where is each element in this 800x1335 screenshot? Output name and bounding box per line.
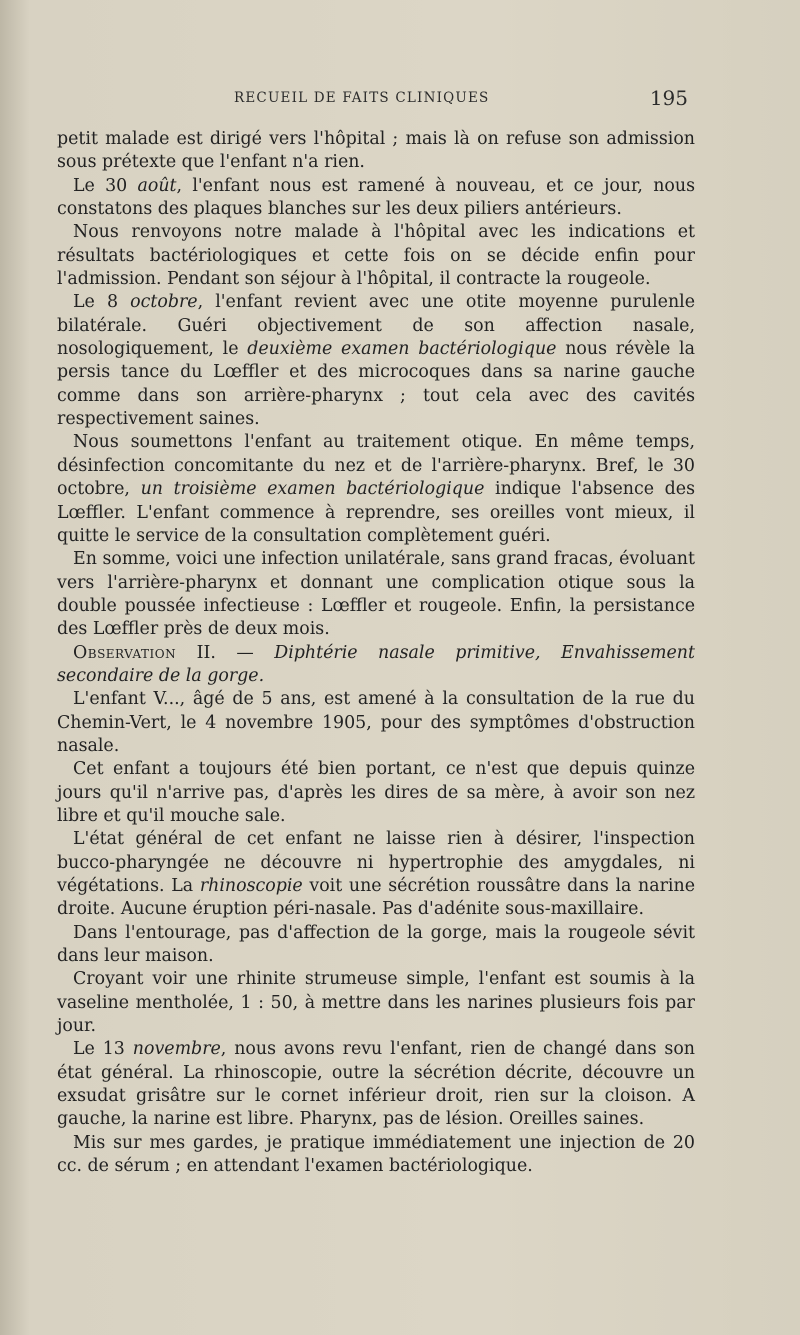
paragraph-9-start: L'état général de cet enfant ne laisse rien à désirer, l'inspection bucco-pharyngée ne découvre ni hypertrophie des amygdales, ni végétations. La (57, 829, 695, 896)
second-exam-phrase: deuxième examen bactériologique (247, 339, 557, 360)
paragraph-4-rest: nous révèle la persis tance du Lœffler et des microcoques dans sa narine gauche comme dans son arrière-pharynx ; tout cela avec des cavités respectivement saines. (57, 339, 695, 430)
observation-title: Diphtérie nasale primitive, Envahissement secondaire de la gorge. (57, 642, 695, 686)
paragraph-12 (57, 1038, 695, 1131)
date-aout: août (137, 175, 177, 196)
observation-number: II. — (176, 642, 275, 663)
paragraph-6: En somme, voici une infection unilatérale, sans grand fracas, évoluant vers l'arrière-pharynx et donnant une complication otique sous la double poussée infectieuse : Lœffler et rougeole. Enfin, la persistance des Lœffler près de deux mois. (57, 549, 695, 640)
paragraph-8: Cet enfant a toujours été bien portant, ce n'est que depuis quinze jours qu'il n'arrive pas, d'après les dires de sa mère, à avoir son nez libre et qu'il mouche sale. (57, 759, 695, 826)
date-octobre: octobre (130, 292, 198, 313)
paragraph-2 (57, 175, 695, 222)
third-exam-phrase: un troisième examen bactériologique (140, 479, 485, 500)
paragraph-3: Nous renvoyons notre malade à l'hôpital avec les indications et résultats bactériologiques et cette fois on se décide enfin pour l'admission. Pendant son séjour à l'hôpital, il contracte la rougeole. (57, 222, 695, 290)
paragraph-13: Mis sur mes gardes, je pratique immédiatement une injection de 20 cc. de sérum ; en attendant l'examen bactériologique. (57, 1132, 695, 1177)
paragraph-12-rest: , nous avons revu l'enfant, rien de changé dans son état général. La rhinoscopie, outre la sécrétion décrite, découvre un exsudat grisâtre sur le cornet inférieur droit, rien sur la cloison. A gauche, la narine est libre. Pharynx, pas de lésion. Oreilles saines. (57, 1039, 695, 1130)
observation-heading (57, 642, 695, 689)
date-novembre: novembre (132, 1039, 221, 1060)
paragraph-9-rest: voit une sécrétion roussâtre dans la narine droite. Aucune éruption péri-nasale. Pas d'adénite sous-maxillaire. (57, 876, 695, 920)
paragraph-9 (57, 828, 695, 921)
rhinoscopie-term: rhinoscopie (199, 876, 303, 896)
paragraph-12-start: Le 13 (73, 1039, 133, 1060)
paragraph-4-mid: , l'enfant revient avec une otite moyenne purulenle bilatérale. Guéri objectivement de son affection nasale, nosologiquement, le (57, 292, 695, 360)
page-number: 195 (649, 86, 688, 110)
paragraph-4 (57, 291, 695, 431)
paragraph-2-start: Le 30 (73, 175, 138, 196)
paragraph-5 (57, 431, 695, 548)
paragraph-5-start: Nous soumettons l'enfant au traitement otique. En même temps, désinfection concomitante du nez et de l'arrière-pharynx. Bref, le 30 octobre, (57, 432, 695, 500)
body-text (57, 128, 695, 1178)
paragraph-1: petit malade est dirigé vers l'hôpital ; mais là on refuse son admission sous prétexte que l'enfant n'a rien. (57, 129, 695, 173)
page-header (58, 86, 698, 116)
paragraph-2-rest: , l'enfant nous est ramené à nouveau, et ce jour, nous constatons des plaques blanches sur les deux piliers antérieurs. (57, 175, 695, 220)
paragraph-11: Croyant voir une rhinite strumeuse simple, l'enfant est soumis à la vaseline mentholée, 1 : 50, à mettre dans les narines plusieurs fois par jour. (57, 969, 695, 1037)
observation-label: Observation (73, 642, 177, 663)
paragraph-4-start: Le 8 (73, 292, 131, 313)
paragraph-10: Dans l'entourage, pas d'affection de la gorge, mais la rougeole sévit dans leur maison. (57, 922, 695, 967)
running-title: RECUEIL DE FAITS CLINIQUES (234, 90, 490, 106)
paragraph-5-rest: indique l'absence des Lœffler. L'enfant commence à reprendre, ses oreilles vont mieux, il quitte le service de la consultation complètement guéri. (57, 479, 695, 546)
paragraph-7: L'enfant V..., âgé de 5 ans, est amené à la consultation de la rue du Chemin-Vert, le 4 novembre 1905, pour des symptômes d'obstruction nasale. (57, 689, 695, 756)
